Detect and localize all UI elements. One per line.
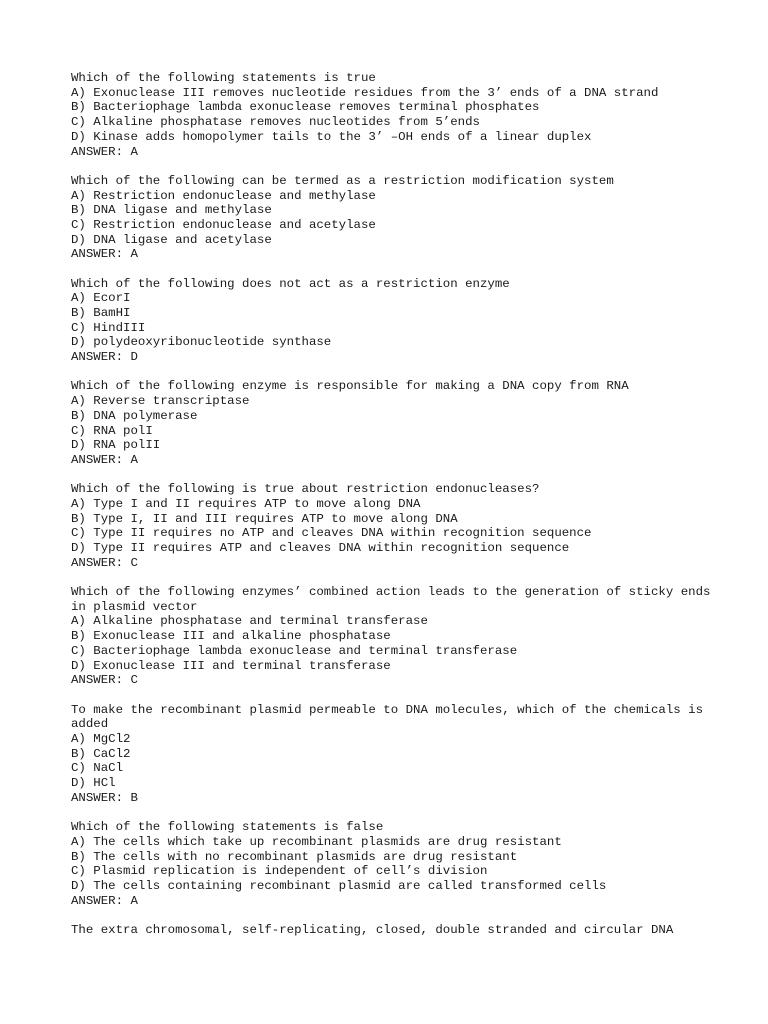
answer-line: ANSWER: A	[71, 247, 138, 262]
question-block-5	[71, 482, 711, 570]
option-b: B) DNA polymerase	[71, 408, 198, 423]
question-text: Which of the following enzymes’ combined action leads to the generation of sticky ends in plasmid vector	[71, 585, 718, 614]
option-c: C) HindIII	[71, 320, 146, 335]
option-a: A) The cells which take up recombinant plasmids are drug resistant	[71, 834, 562, 849]
question-block-1	[71, 71, 711, 159]
option-c: C) Type II requires no ATP and cleaves DNA within recognition sequence	[71, 526, 592, 541]
answer-line: ANSWER: A	[71, 144, 138, 159]
answer-line: ANSWER: D	[71, 350, 138, 365]
option-c: C) Bacteriophage lambda exonuclease and terminal transferase	[71, 643, 518, 658]
question-block-2	[71, 174, 711, 262]
option-b: B) Bacteriophage lambda exonuclease removes terminal phosphates	[71, 100, 540, 115]
question-block-3	[71, 277, 711, 365]
option-c: C) NaCl	[71, 761, 124, 776]
option-b: B) CaCl2	[71, 746, 131, 761]
option-a: A) MgCl2	[71, 731, 131, 746]
option-b: B) BamHI	[71, 306, 131, 321]
option-b: B) Type I, II and III requires ATP to move along DNA	[71, 511, 458, 526]
question-text: Which of the following is true about restriction endonucleases?	[71, 482, 540, 497]
option-a: A) Restriction endonuclease and methylase	[71, 188, 376, 203]
answer-line: ANSWER: A	[71, 452, 138, 467]
option-a: A) Type I and II requires ATP to move along DNA	[71, 496, 421, 511]
question-text: Which of the following can be termed as a restriction modification system	[71, 173, 614, 188]
question-text: Which of the following statements is true	[71, 71, 376, 85]
question-text: Which of the following enzyme is responsible for making a DNA copy from RNA	[71, 379, 629, 394]
question-text: To make the recombinant plasmid permeable to DNA molecules, which of the chemicals is added	[71, 702, 711, 732]
option-d: D) Type II requires ATP and cleaves DNA within recognition sequence	[71, 541, 570, 556]
answer-line: ANSWER: B	[71, 790, 138, 805]
document-page	[71, 71, 718, 952]
option-a: A) Alkaline phosphatase and terminal transferase	[71, 614, 428, 629]
option-d: D) Kinase adds homopolymer tails to the 3’ –OH ends of a linear duplex	[71, 129, 592, 144]
option-b: B) The cells with no recombinant plasmids are drug resistant	[71, 849, 518, 864]
question-block-6	[71, 585, 718, 688]
question-text: Which of the following statements is false	[71, 820, 384, 835]
option-c: C) Alkaline phosphatase removes nucleotides from 5’ends	[71, 115, 480, 130]
option-d: D) polydeoxyribonucleotide synthase	[71, 335, 332, 350]
option-d: D) HCl	[71, 776, 116, 791]
option-c: C) RNA polI	[71, 423, 153, 438]
option-d: D) Exonuclease III and terminal transferase	[71, 658, 391, 673]
question-text: The extra chromosomal, self-replicating, closed, double stranded and circular DNA	[71, 922, 674, 937]
option-a: A) Reverse transcriptase	[71, 394, 250, 409]
option-c: C) Plasmid replication is independent of cell’s division	[71, 864, 488, 879]
answer-line: ANSWER: A	[71, 893, 138, 908]
option-d: D) RNA polII	[71, 438, 161, 453]
option-c: C) Restriction endonuclease and acetylase	[71, 217, 376, 232]
question-block-4	[71, 379, 711, 467]
question-block-7	[71, 703, 711, 806]
question-text: Which of the following does not act as a restriction enzyme	[71, 276, 510, 291]
question-block-9	[71, 923, 711, 938]
option-b: B) Exonuclease III and alkaline phosphatase	[71, 629, 391, 644]
option-d: D) DNA ligase and acetylase	[71, 232, 272, 247]
question-block-8	[71, 820, 711, 908]
answer-line: ANSWER: C	[71, 673, 138, 688]
option-a: A) Exonuclease III removes nucleotide residues from the 3’ ends of a DNA strand	[71, 85, 659, 100]
option-b: B) DNA ligase and methylase	[71, 203, 272, 218]
option-d: D) The cells containing recombinant plasmid are called transformed cells	[71, 878, 607, 893]
answer-line: ANSWER: C	[71, 555, 138, 570]
option-a: A) EcorI	[71, 291, 131, 306]
